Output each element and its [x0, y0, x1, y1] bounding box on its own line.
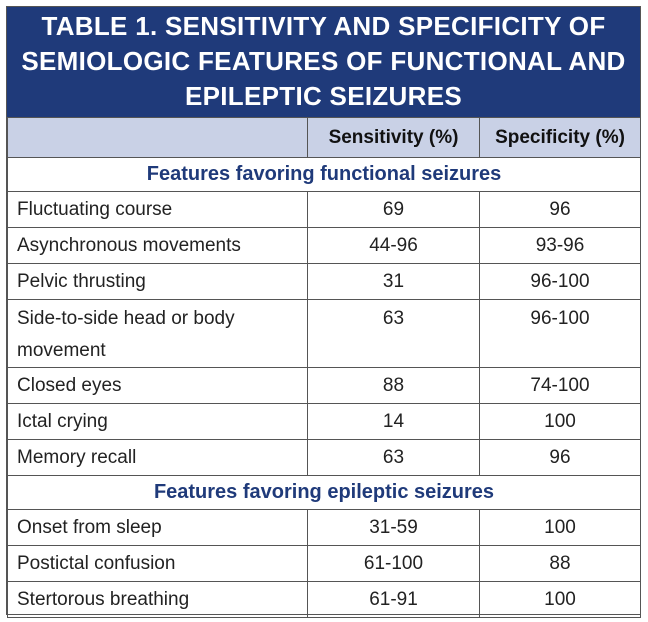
section-row	[8, 158, 641, 192]
section-heading: Features favoring functional seizures	[8, 158, 641, 192]
table-figure	[6, 6, 641, 615]
sensitivity-cell: 88	[308, 368, 480, 404]
specificity-cell: 96	[480, 192, 641, 228]
specificity-cell: 100	[480, 404, 641, 440]
title-line: EPILEPTIC SEIZURES	[184, 81, 462, 111]
sensitivity-cell: 44-96	[308, 228, 480, 264]
header-feature	[8, 118, 308, 158]
table-row	[8, 300, 641, 368]
sensitivity-cell: 31	[308, 264, 480, 300]
header-row	[8, 118, 641, 158]
sensitivity-cell: 61-100	[308, 546, 480, 582]
header-sensitivity: Sensitivity (%)	[308, 118, 480, 158]
specificity-cell: 100	[480, 510, 641, 546]
feature-cell: Onset from sleep	[8, 510, 308, 546]
table-row	[8, 264, 641, 300]
sensitivity-cell: 61-91	[308, 582, 480, 618]
sensitivity-cell: 63	[308, 300, 480, 368]
specificity-cell: 96-100	[480, 300, 641, 368]
specificity-cell: 88	[480, 546, 641, 582]
specificity-cell: 100	[480, 582, 641, 618]
table-row	[8, 546, 641, 582]
specificity-cell: 74-100	[480, 368, 641, 404]
feature-cell: Closed eyes	[8, 368, 308, 404]
header-specificity: Specificity (%)	[480, 118, 641, 158]
feature-cell: Postictal confusion	[8, 546, 308, 582]
data-table	[7, 117, 641, 618]
title-line: SEMIOLOGIC FEATURES OF FUNCTIONAL AND	[21, 46, 626, 76]
section-heading: Features favoring epileptic seizures	[8, 476, 641, 510]
specificity-cell: 96-100	[480, 264, 641, 300]
feature-cell: Ictal crying	[8, 404, 308, 440]
feature-cell: Asynchronous movements	[8, 228, 308, 264]
sensitivity-cell: 69	[308, 192, 480, 228]
feature-cell: Stertorous breathing	[8, 582, 308, 618]
feature-cell: Fluctuating course	[8, 192, 308, 228]
table-row	[8, 582, 641, 618]
sensitivity-cell: 14	[308, 404, 480, 440]
table-title	[7, 7, 640, 117]
specificity-cell: 93-96	[480, 228, 641, 264]
feature-cell: Pelvic thrusting	[8, 264, 308, 300]
title-line: TABLE 1. SENSITIVITY AND SPECIFICITY OF	[41, 11, 606, 41]
table-row	[8, 228, 641, 264]
table-row	[8, 404, 641, 440]
table-row	[8, 510, 641, 546]
table-row	[8, 192, 641, 228]
table-row	[8, 440, 641, 476]
sensitivity-cell: 31-59	[308, 510, 480, 546]
sensitivity-cell: 63	[308, 440, 480, 476]
table-row	[8, 368, 641, 404]
feature-cell: Side-to-side head or body movement	[8, 300, 308, 368]
section-row	[8, 476, 641, 510]
specificity-cell: 96	[480, 440, 641, 476]
feature-cell: Memory recall	[8, 440, 308, 476]
